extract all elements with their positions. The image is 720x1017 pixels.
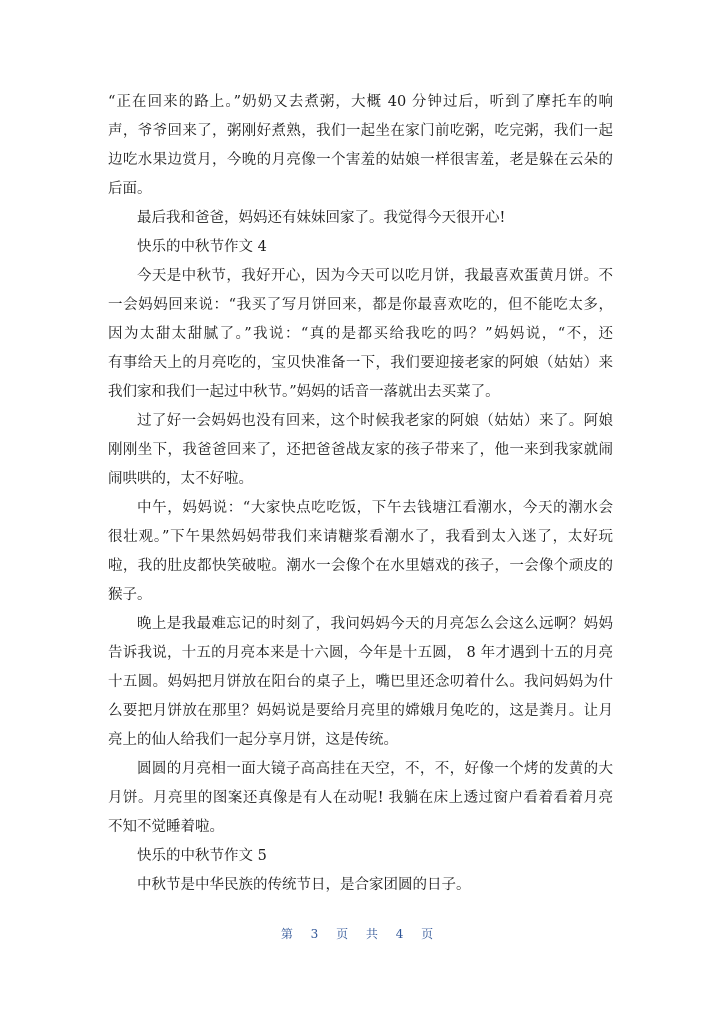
paragraph	[108, 871, 613, 900]
text-line: 啦，我的肚皮都快笑破啦。潮水一会像个在水里嬉戏的孩子，一会像个顽皮的	[108, 558, 613, 574]
paragraph	[108, 842, 613, 871]
text-line: 快乐的中秋节作文 4	[137, 239, 267, 255]
page-number: 第 3 页 共 4 页	[280, 927, 440, 941]
text-line: 因为太甜太甜腻了。”我说：“真的是都买给我吃的吗？”妈妈说，“不，还	[108, 326, 613, 342]
paragraph	[108, 610, 613, 755]
text-line: 圆圆的月亮相一面大镜子高高挂在天空，不，不，好像一个烤的发黄的大	[137, 761, 613, 777]
paragraph	[108, 494, 613, 610]
text-line: 晚上是我最难忘记的时刻了，我问妈妈今天的月亮怎么会这么远啊？妈妈	[137, 616, 613, 632]
text-line: 今天是中秋节，我好开心，因为今天可以吃月饼，我最喜欢蛋黄月饼。不	[137, 268, 613, 284]
text-line: 告诉我说，十五的月亮本来是十六圆，今年是十五圆， 8 年才遇到十五的月亮	[108, 645, 613, 661]
text-line: 闹哄哄的，太不好啦。	[108, 471, 253, 487]
document-body	[108, 88, 613, 900]
text-line: 一会妈妈回来说：“我买了写月饼回来，都是你最喜欢吃的，但不能吃太多，	[108, 297, 613, 313]
paragraph	[108, 407, 613, 494]
text-line: 有事给天上的月亮吃的，宝贝快准备一下，我们要迎接老家的阿娘（姑姑）来	[108, 355, 613, 371]
text-line: 十五圆。妈妈把月饼放在阳台的桌子上，嘴巴里还念叨着什么。我问妈妈为什	[108, 674, 613, 690]
text-line: 中午，妈妈说：“大家快点吃吃饭，下午去钱塘江看潮水，今天的潮水会	[137, 500, 613, 516]
text-line: 最后我和爸爸，妈妈还有妹妹回家了。我觉得今天很开心!	[137, 210, 506, 226]
text-line: 过了好一会妈妈也没有回来，这个时候我老家的阿娘（姑姑）来了。阿娘	[137, 413, 613, 429]
text-line: 快乐的中秋节作文 5	[137, 848, 267, 864]
text-line: “正在回来的路上。”奶奶又去煮粥，大概 40 分钟过后，听到了摩托车的响	[108, 94, 613, 110]
text-line: 猴子。	[108, 587, 152, 603]
paragraph	[108, 262, 613, 407]
text-line: 后面。	[108, 181, 152, 197]
paragraph	[108, 88, 613, 204]
paragraph	[108, 204, 613, 233]
text-line: 很壮观。”下午果然妈妈带我们来请糖浆看潮水了，我看到太入迷了，太好玩	[108, 529, 613, 545]
paragraph	[108, 755, 613, 842]
text-line: 不知不觉睡着啦。	[108, 819, 224, 835]
text-line: 我们家和我们一起过中秋节。”妈妈的话音一落就出去买菜了。	[108, 384, 500, 400]
text-line: 声，爷爷回来了，粥刚好煮熟，我们一起坐在家门前吃粥，吃完粥，我们一起	[108, 123, 613, 139]
text-line: 刚刚坐下，我爸爸回来了，还把爸爸战友家的孩子带来了，他一来到我家就闹	[108, 442, 613, 458]
text-line: 中秋节是中华民族的传统节日，是合家团圆的日子。	[137, 877, 471, 893]
text-line: 么要把月饼放在那里？妈妈说是要给月亮里的嫦娥月兔吃的，这是粪月。让月	[108, 703, 613, 719]
text-line: 月饼。月亮里的图案还真像是有人在动呢! 我躺在床上透过窗户看着看着月亮	[108, 790, 613, 806]
text-line: 亮上的仙人给我们一起分享月饼，这是传统。	[108, 732, 398, 748]
text-line: 边吃水果边赏月，今晚的月亮像一个害羞的姑娘一样很害羞，老是躲在云朵的	[108, 152, 613, 168]
paragraph	[108, 233, 613, 262]
